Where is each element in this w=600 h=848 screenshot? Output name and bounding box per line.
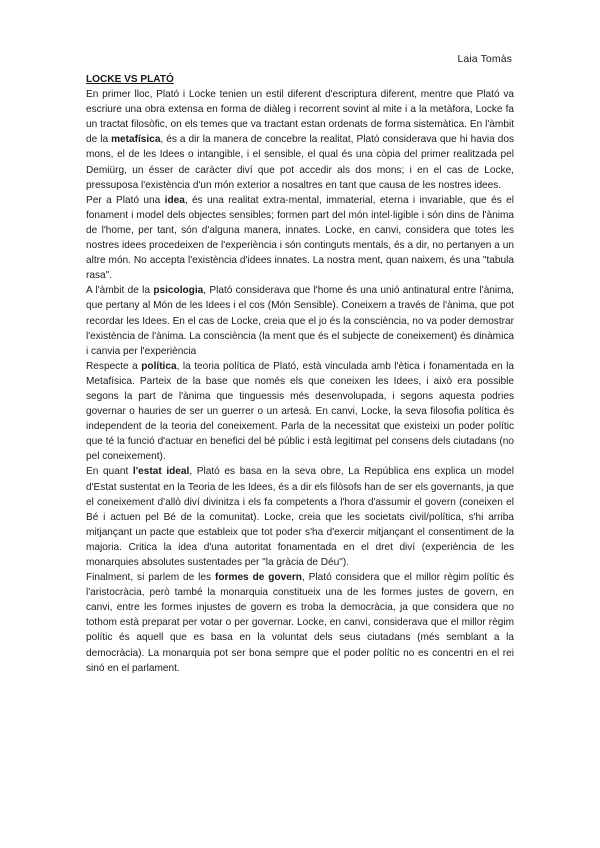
paragraph-text: A l'àmbit de la <box>86 285 154 297</box>
paragraph-text: , és a dir la manera de concebre la realitat, Plató considerava que hi havia dos mons, el de les Idees o intangible, i el sensible, el qual és una còpia del primer realitzada pel Demiürg, un ésser de caràcter diví que pot accedir als dos mons; i en el cas de Locke, pressuposa l'existència d'un món exterior a nosaltres en tant que causa de les nostres idees. <box>86 134 514 191</box>
author-name: Laia Tomàs <box>457 53 512 65</box>
paragraph-intro <box>86 87 514 193</box>
keyword-estat-ideal: l'estat ideal <box>132 466 190 478</box>
keyword-formes-govern: formes de govern <box>215 572 302 584</box>
paragraph-politica <box>86 359 514 465</box>
paragraph-formes-govern <box>86 570 514 676</box>
paragraph-text: , Plató considerava que l'home és una unió antinatural entre l'ànima, que pertany al Món de les Idees i el cos (Món Sensible). Coneixem a través de l'ànima, que pot recordar les Idees. En el cas de Locke, creia que el jo és la consciència, no va poder demostrar l'existència de l'ànima. La consciència (la ment que és el subjecte de coneixement) és dinàmica i canvia per l'experiència <box>86 285 514 357</box>
document-title: LOCKE VS PLATÓ <box>86 74 174 85</box>
paragraph-text: Respecte a <box>86 360 142 372</box>
paragraph-text: , és una realitat extra-mental, immaterial, eterna i invariable, que és el fonament i model dels objectes sensibles; formen part del món intel·ligible i són dins de l'ànima de l'home, per tant, són d'alguna manera, innates. Locke, en canvi, considera que totes les nostres idees procedeixen de l'experiència i són continguts mentals, és a dir, no pertanyen a un altre món. No accepta l'existència d'idees innates. La nostra ment, quan naixem, és una "tabula rasa". <box>86 194 515 282</box>
keyword-psicologia: psicologia <box>153 285 204 297</box>
paragraph-idea <box>86 193 514 284</box>
paragraph-text: Finalment, si parlem de les <box>86 572 216 584</box>
paragraph-estat-ideal <box>86 464 514 570</box>
paragraph-text: En quant <box>86 466 133 478</box>
keyword-metafisica: metafísica <box>111 134 161 146</box>
paragraph-text: En primer lloc, Plató i Locke tenien un estil diferent d'escriptura diferent, mentre que Plató va escriure una obra extensa en forma de diàleg i recorrent sovint al mite i a la metàfora, Locke fa un tractat filosòfic, on els temes que va tractant estan ordenats de forma sistemàtica. En l'àmbit de la <box>86 89 514 146</box>
document-body <box>86 72 514 676</box>
paragraph-text: , Plató es basa en la seva obre, La República ens explica un model d'Estat sustentat en la Teoria de les Idees, és a dir els filòsofs han de ser els governants, ja que el coneixement d'allò diví divinitza i els fa competents a l'hora d'assumir el govern (coneixen el Bé i actuen pel Bé de la comunitat). Locke, creia que les societats civil/política, s'hi arriba mitjançant un pacte que estableix que tot poder s'ha d'exercir mitjançant el consentiment de la majoria. Critica la idea d'una autoritat fonamentada en el dret diví (experiència de les monarquies absolutes sustentades per "la gràcia de Déu"). <box>86 466 515 568</box>
paragraph-text: , Plató considera que el millor règim polític és l'aristocràcia, però també la monarquia constitueix una de les formes justes de govern, en canvi, entre les formes injustes de govern es troba la democràcia, ja que considera que no tothom està preparat per votar o per governar. Locke, en canvi, considerava que el millor règim polític és aquell que es basa en la voluntat dels seus ciutadans (més semblant a la democràcia). La monarquia pot ser bona sempre que el poder polític no es concentri en el rei sinó en el parlament. <box>86 572 514 674</box>
keyword-idea: idea <box>164 194 185 206</box>
paragraph-text: , la teoria política de Plató, està vinculada amb l'ètica i fonamentada en la Metafísica. Parteix de la base que només els que coneixen les Idees, i això era possible segons la part de l'ànima que tinguessis més desenvolupada, i segons aquesta podries governar o hauries de ser un guerrer o un artesà. En canvi, Locke, la seva filosofia política és independent de la teoria del coneixement. Parla de la necessitat que existeixi un poder polític que té la funció d'actuar en benefici del bé públic i està legitimat pel consens dels ciutadans (no pel coneixement). <box>86 360 514 463</box>
paragraph-psicologia <box>86 283 514 358</box>
keyword-politica: política <box>141 360 177 372</box>
paragraph-text: Per a Plató una <box>86 194 165 206</box>
